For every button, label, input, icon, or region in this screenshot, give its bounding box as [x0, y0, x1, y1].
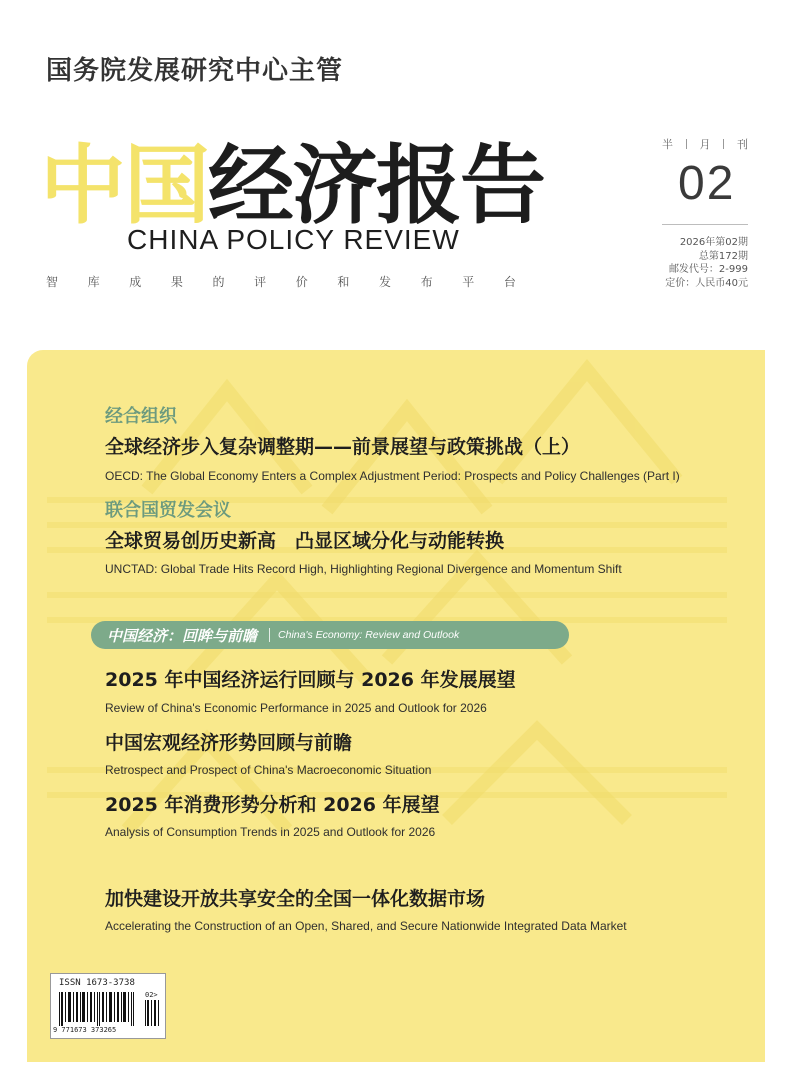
issue-meta-line: 邮发代号：2-999: [668, 264, 748, 275]
frequency-char: 刊: [737, 138, 748, 151]
masthead-highlight: 中国: [40, 136, 208, 236]
english-title: CHINA POLICY REVIEW: [127, 224, 460, 255]
masthead-title: [40, 116, 544, 236]
tagline-char: 平: [462, 275, 475, 289]
issue-meta-line: 总第172期: [698, 250, 748, 262]
tagline-char: 评: [254, 275, 267, 289]
tagline-char: 台: [503, 275, 516, 289]
section-title-zh: 中国经济：回眸与前瞻: [107, 626, 258, 645]
article-title-zh: 2025 年消费形势分析和 2026 年展望: [105, 794, 440, 816]
tagline-char: 和: [337, 275, 350, 289]
tagline-char: 果: [170, 275, 183, 289]
issue-number: 02: [678, 157, 736, 210]
feature-title-zh: 加快建设开放共享安全的全国一体化数据市场: [105, 888, 486, 910]
article-title-en: Analysis of Consumption Trends in 2025 and Outlook for 2026: [105, 825, 436, 839]
tagline: [46, 273, 516, 290]
tagline-char: 发: [379, 275, 392, 289]
barcode-digits: 9 771673 373265: [53, 1026, 117, 1034]
section-banner: [91, 621, 569, 649]
article-title-en: Review of China's Economic Performance in 2025 and Outlook for 2026: [105, 701, 487, 715]
tagline-char: 的: [212, 275, 225, 289]
frequency-char: 半: [662, 138, 673, 151]
article-title-en: UNCTAD: Global Trade Hits Record High, Highlighting Regional Divergence and Momentum Shift: [105, 562, 622, 576]
tagline-char: 库: [87, 275, 100, 289]
issue-meta-line: 2026年第02期: [679, 237, 748, 248]
masthead-rest: 经济报告: [208, 136, 544, 236]
tagline-char: 智: [46, 275, 59, 289]
frequency-char: 月: [699, 138, 711, 151]
tagline-char: 布: [420, 275, 433, 289]
feature-title-en: Accelerating the Construction of an Open, Shared, and Secure Nationwide Integrated Data Market: [105, 919, 627, 933]
article-title-zh: 中国宏观经济形势回顾与前瞻: [105, 732, 353, 754]
article-title-en: OECD: The Global Economy Enters a Complex Adjustment Period: Prospects and Policy Challenges (Part I): [105, 469, 680, 483]
barcode-addon: 02>: [145, 991, 158, 999]
supervisor-line: 国务院发展研究中心主管: [46, 56, 344, 86]
issue-meta-line: 定价：人民币40元: [665, 277, 748, 289]
article-title-zh: 全球贸易创历史新高 凸显区域分化与动能转换: [105, 530, 505, 552]
divider: [686, 139, 687, 149]
issue-meta: [640, 236, 748, 290]
tagline-char: 成: [129, 275, 142, 289]
section-title-en: China's Economy: Review and Outlook: [278, 629, 460, 641]
frequency-label: [662, 136, 748, 152]
issue-divider: [662, 224, 748, 225]
tagline-char: 价: [295, 275, 308, 289]
divider: [269, 628, 270, 642]
barcode: [50, 973, 166, 1039]
divider: [723, 139, 724, 149]
article-title-zh: 全球经济步入复杂调整期——前景展望与政策挑战（上）: [105, 436, 581, 458]
issn-label: ISSN 1673-3738: [59, 978, 135, 988]
article-title-en: Retrospect and Prospect of China's Macroeconomic Situation: [105, 763, 432, 777]
article-title-zh: 2025 年中国经济运行回顾与 2026 年发展展望: [105, 669, 516, 691]
article-category: 经合组织: [105, 406, 177, 427]
article-category: 联合国贸发会议: [105, 500, 231, 521]
